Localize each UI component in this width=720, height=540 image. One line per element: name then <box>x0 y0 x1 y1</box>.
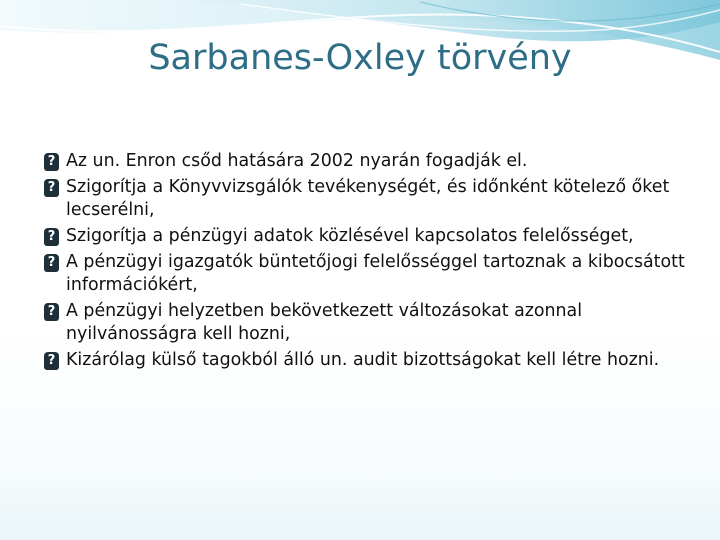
bullet-item <box>44 349 694 373</box>
bullet-text: Kizárólag külső tagokból álló un. audit bizottságokat kell létre hozni. <box>66 349 660 370</box>
missing-glyph-bullet-icon: ? <box>44 303 59 321</box>
bullet-text: A pénzügyi igazgatók büntetőjogi felelősséggel tartoznak a kibocsátott információkért, <box>66 251 685 296</box>
bullet-item <box>44 300 694 347</box>
missing-glyph-bullet-icon: ? <box>44 179 59 197</box>
bullet-text: Az un. Enron csőd hatására 2002 nyarán fogadják el. <box>66 151 528 171</box>
bullet-item <box>44 225 694 249</box>
missing-glyph-bullet-icon: ? <box>44 228 59 246</box>
missing-glyph-bullet-icon: ? <box>44 254 59 272</box>
bullet-text: Szigorítja a pénzügyi adatok közlésével kapcsolatos felelősséget, <box>66 225 634 246</box>
missing-glyph-bullet-icon: ? <box>44 153 59 171</box>
missing-glyph-bullet-icon: ? <box>44 352 59 370</box>
bullet-item <box>44 251 694 298</box>
bullet-text: A pénzügyi helyzetben bekövetkezett változásokat azonnal nyilvánosságra kell hozni, <box>66 300 583 345</box>
bottom-fade-decoration <box>0 470 720 540</box>
bullet-item <box>44 176 694 223</box>
bullet-item <box>44 150 694 174</box>
bullet-list <box>44 150 694 375</box>
slide-title: Sarbanes-Oxley törvény <box>148 38 572 78</box>
bullet-text: Szigorítja a Könyvvizsgálók tevékenységét, és időnként kötelező őket lecserélni, <box>66 176 670 221</box>
